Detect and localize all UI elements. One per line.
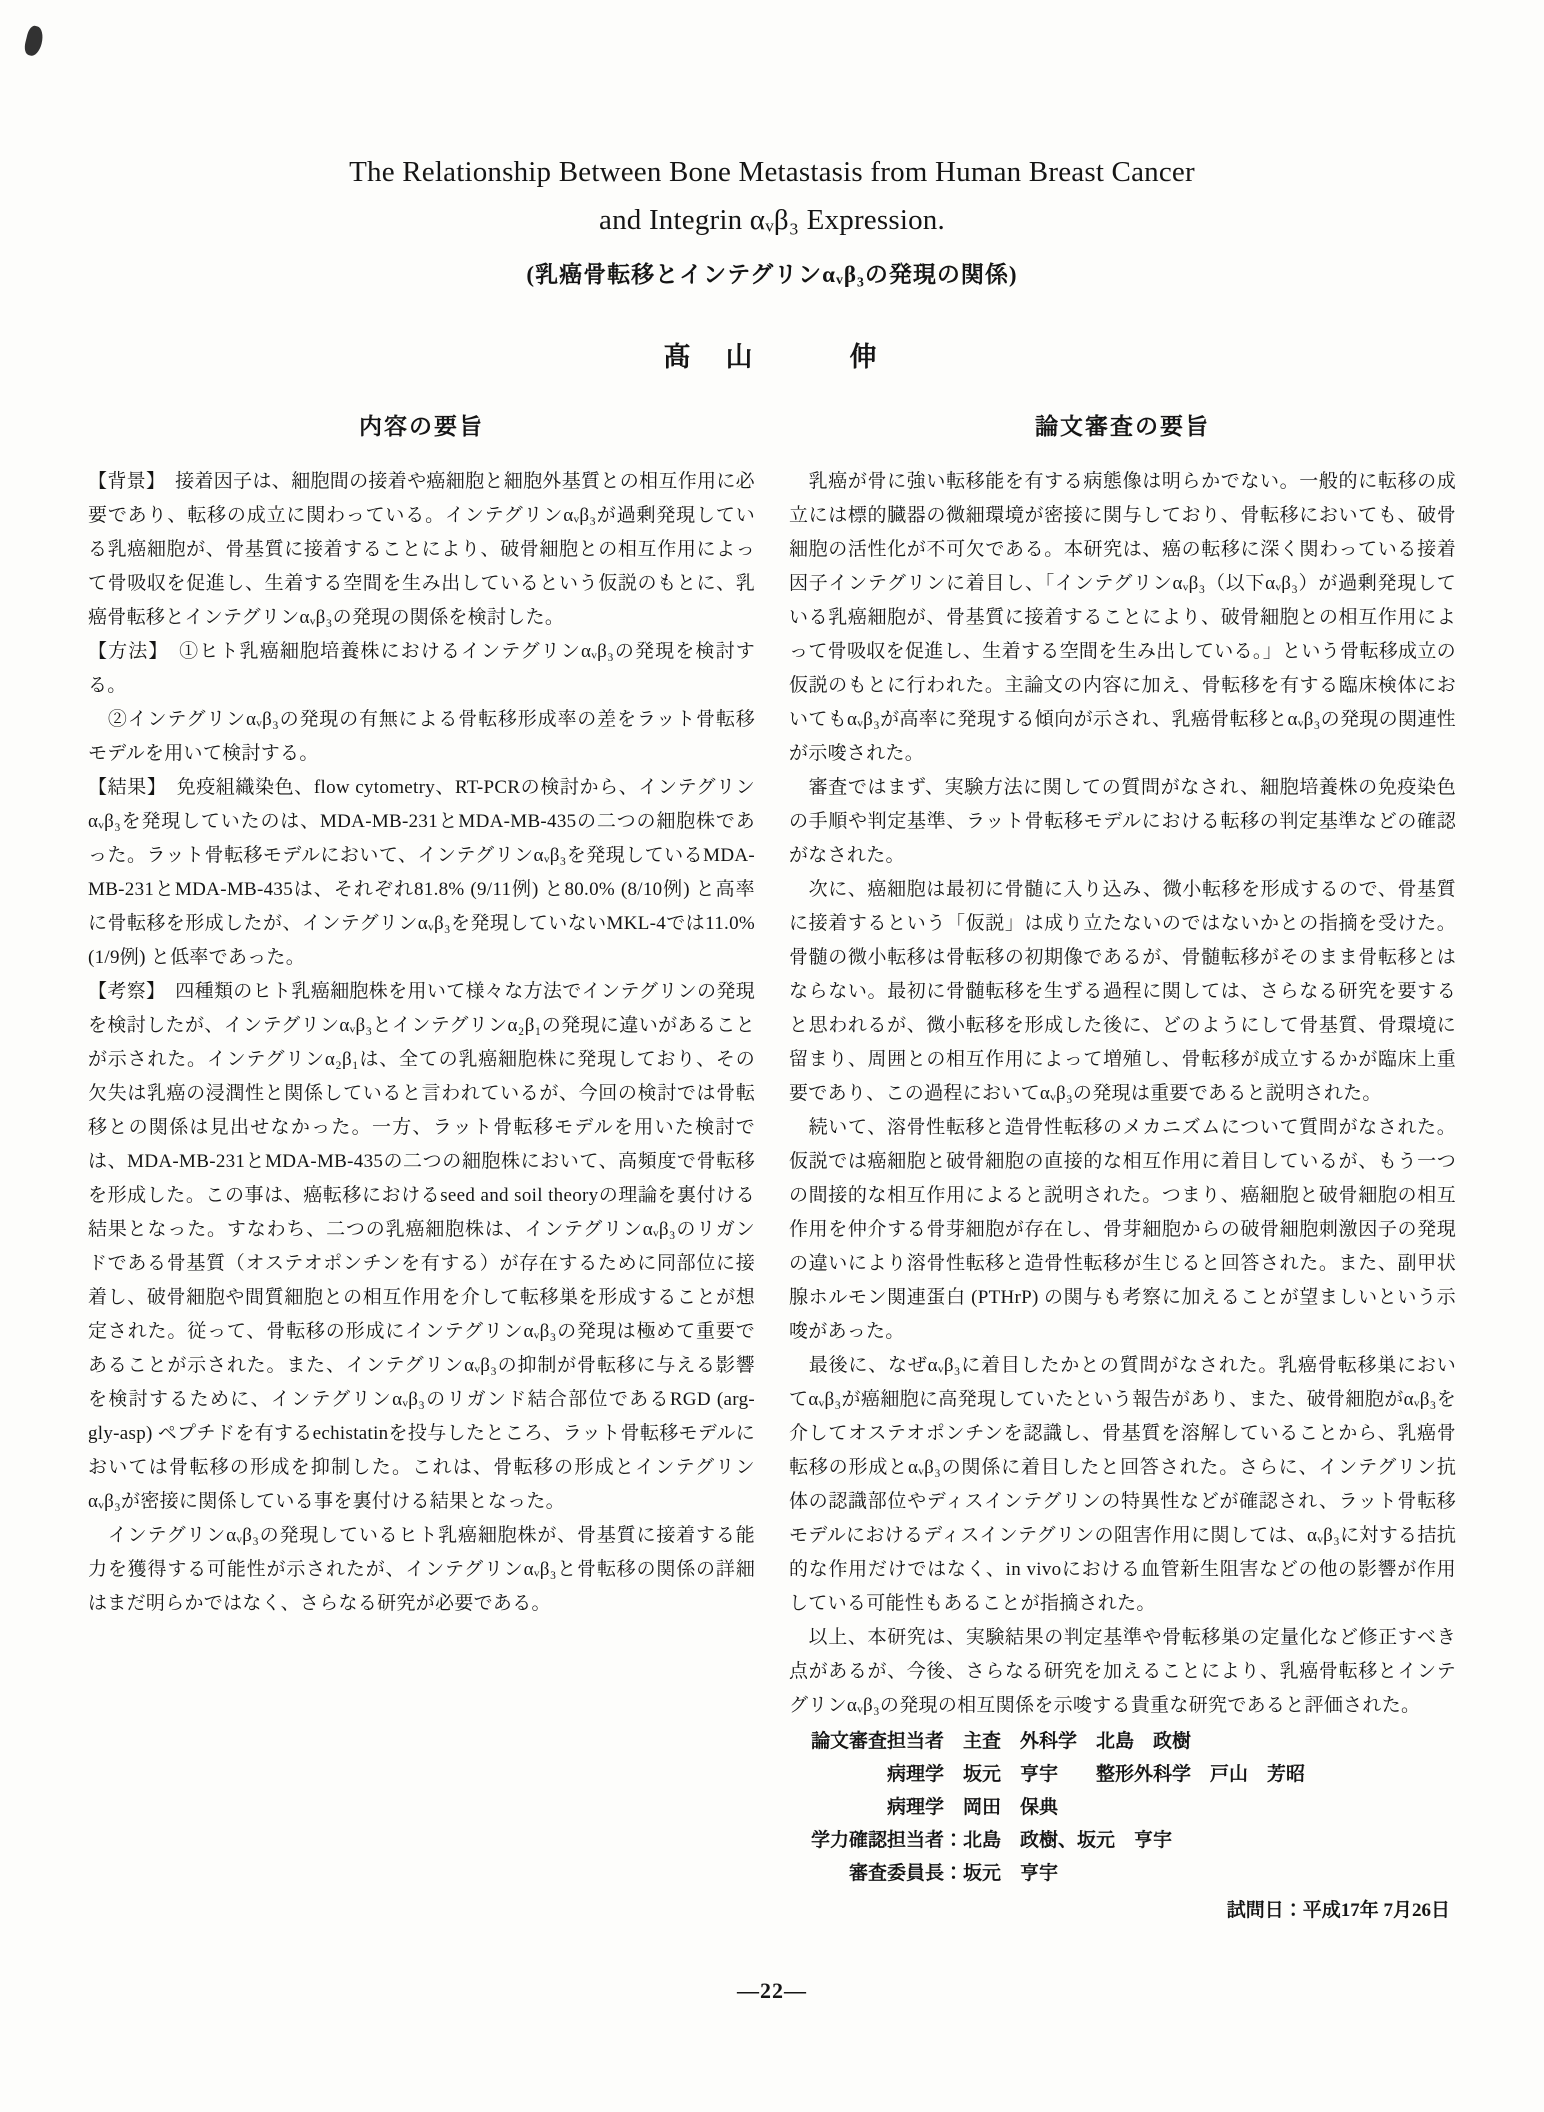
- review-paragraph: 乳癌が骨に強い転移能を有する病態像は明らかでない。一般的に転移の成立には標的臓器の微細環境が密接に関与しており、骨転移においても、破骨細胞の活性化が不可欠である。本研究は、癌の転移に深く関わっている接着因子インテグリンに着目し、「インテグリンαᵥβ₃（以下αᵥβ₃）が過剰発現している乳癌細胞が、骨基質に接着することにより、破骨細胞との相互作用によって骨吸収を促進し、生着する空間を生み出している。」という骨転移成立の仮説のもとに行われた。主論文の内容に加え、骨転移を有する臨床検体においてもαᵥβ₃が高率に発現する傾向が示され、乳癌骨転移とαᵥβ₃の発現の関連性が示唆された。: [789, 471, 1456, 764]
- committee-line: 学力確認担当者：北島 政樹、坂元 亨宇: [811, 1830, 1173, 1851]
- abstract-paragraph: 【結果】 免疫組織染色、flow cytometry、RT-PCRの検討から、インテグリンαᵥβ₃を発現していたのは、MDA-MB-231とMDA-MB-435の二つの細胞株であった。ラット骨転移モデルにおいて、インテグリンαᵥβ₃を発現しているMDA-MB-231とMDA-MB-435は、それぞれ81.8% (9/11例) と80.0% (8/10例) と高率に骨転移を形成したが、インテグリンαᵥβ₃を発現していないMKL-4では11.0% (1/9例) と低率であった。: [88, 777, 761, 968]
- committee-line: 病理学 坂元 亨宇 整形外科学 戸山 芳昭: [811, 1764, 1306, 1785]
- paper-title-line1: The Relationship Between Bone Metastasis from Human Breast Cancer: [349, 156, 1195, 188]
- review-paragraph: 次に、癌細胞は最初に骨髄に入り込み、微小転移を形成するので、骨基質に接着するという「仮説」は成り立たないのではないかとの指摘を受けた。骨髄の微小転移は骨転移の初期像であるが、骨髄転移がそのまま骨転移とはならない。最初に骨髄転移を生ずる過程に関しては、さらなる研究を要すると思われるが、微小転移を形成した後に、どのようにして骨基質、骨環境に留まり、周囲との相互作用によって増殖し、骨転移が成立するかが臨床上重要であり、この過程においてαᵥβ₃の発現は重要であると説明された。: [789, 879, 1456, 1104]
- committee-line: 病理学 岡田 保典: [811, 1797, 1059, 1818]
- content-summary-text: [88, 465, 761, 1621]
- review-summary-heading: 論文審査の要旨: [1035, 414, 1210, 439]
- abstract-paragraph: ②インテグリンαᵥβ₃の発現の有無による骨転移形成率の差をラット骨転移モデルを用いて検討する。: [88, 709, 755, 764]
- paper-title-line2: and Integrin αᵥβ₃ Expression.: [599, 204, 945, 236]
- two-column-body: [0, 408, 1544, 1927]
- content-summary-heading: 内容の要旨: [359, 414, 484, 439]
- abstract-paragraph: インテグリンαᵥβ₃の発現しているヒト乳癌細胞株が、骨基質に接着する能力を獲得する可能性が示されたが、インテグリンαᵥβ₃と骨転移の関係の詳細はまだ明らかではなく、さらなる研究が必要である。: [88, 1525, 755, 1614]
- review-summary-column: [789, 408, 1456, 1927]
- exam-date: 試問日：平成17年 7月26日: [1226, 1900, 1450, 1921]
- committee-line: 論文審査担当者 主査 外科学 北島 政樹: [811, 1731, 1192, 1752]
- page-number: —22—: [737, 1978, 807, 2003]
- paper-subtitle-japanese: (乳癌骨転移とインテグリンαᵥβ₃の発現の関係): [526, 262, 1018, 287]
- author-name: 髙 山 伸: [663, 342, 881, 372]
- abstract-paragraph: 【背景】 接着因子は、細胞間の接着や癌細胞と細胞外基質との相互作用に必要であり、転移の成立に関わっている。インテグリンαᵥβ₃が過剰発現している乳癌細胞が、骨基質に接着することにより、破骨細胞との相互作用によって骨吸収を促進し、生着する空間を生み出しているという仮説のもとに、乳癌骨転移とインテグリンαᵥβ₃の発現の関係を検討した。: [88, 471, 755, 628]
- review-committee-block: [789, 1725, 1456, 1890]
- committee-line: 審査委員長：坂元 亨宇: [811, 1863, 1059, 1884]
- abstract-paragraph: 【考察】 四種類のヒト乳癌細胞株を用いて様々な方法でインテグリンの発現を検討したが、インテグリンαᵥβ₃とインテグリンα₂β₁の発現に違いがあることが示された。インテグリンα₂β₁は、全ての乳癌細胞株に発現しており、その欠失は乳癌の浸潤性と関係していると言われているが、今回の検討では骨転移との関係は見出せなかった。一方、ラット骨転移モデルを用いた検討では、MDA-MB-231とMDA-MB-435の二つの細胞株において、高頻度で骨転移を形成した。この事は、癌転移におけるseed and soil theoryの理論を裏付ける結果となった。すなわち、二つの乳癌細胞株は、インテグリンαᵥβ₃のリガンドである骨基質（オステオポンチンを有する）が存在するために同部位に接着し、破骨細胞や間質細胞との相互作用を介して転移巣を形成することが想定された。従って、骨転移の形成にインテグリンαᵥβ₃の発現は極めて重要であることが示された。また、インテグリンαᵥβ₃の抑制が骨転移に与える影響を検討するために、インテグリンαᵥβ₃のリガンド結合部位であるRGD (arg-gly-asp) ペプチドを有するechistatinを投与したところ、ラット骨転移モデルにおいては骨転移の形成を抑制した。これは、骨転移の形成とインテグリンαᵥβ₃が密接に関係している事を裏付ける結果となった。: [88, 981, 755, 1512]
- review-paragraph: 審査ではまず、実験方法に関しての質問がなされ、細胞培養株の免疫染色の手順や判定基準、ラット骨転移モデルにおける転移の判定基準などの確認がなされた。: [789, 777, 1456, 866]
- review-paragraph: 続いて、溶骨性転移と造骨性転移のメカニズムについて質問がなされた。仮説では癌細胞と破骨細胞の直接的な相互作用に着目しているが、もう一つの間接的な相互作用によると説明された。つまり、癌細胞と破骨細胞の相互作用を仲介する骨芽細胞が存在し、骨芽細胞からの破骨細胞刺激因子の発現の違いにより溶骨性転移と造骨性転移が生じると回答された。また、副甲状腺ホルモン関連蛋白 (PTHrP) の関与も考察に加えることが望ましいという示唆があった。: [789, 1117, 1456, 1342]
- review-paragraph: 以上、本研究は、実験結果の判定基準や骨転移巣の定量化など修正すべき点があるが、今後、さらなる研究を加えることにより、乳癌骨転移とインテグリンαᵥβ₃の発現の相互関係を示唆する貴重な研究であると評価された。: [789, 1627, 1456, 1716]
- content-summary-column: [88, 408, 761, 1927]
- review-summary-text: [789, 465, 1456, 1723]
- title-block: [0, 0, 1544, 289]
- abstract-paragraph: 【方法】 ①ヒト乳癌細胞培養株におけるインテグリンαᵥβ₃の発現を検討する。: [88, 641, 755, 696]
- review-paragraph: 最後に、なぜαᵥβ₃に着目したかとの質問がなされた。乳癌骨転移巣においてαᵥβ₃が癌細胞に高発現していたという報告があり、また、破骨細胞がαᵥβ₃を介してオステオポンチンを認識し、骨基質を溶解していることから、乳癌骨転移の形成とαᵥβ₃の関係に着目したと回答された。さらに、インテグリン抗体の認識部位やディスインテグリンの特異性などが確認され、ラット骨転移モデルにおけるディスインテグリンの阻害作用に関しては、αᵥβ₃に対する拮抗的な作用だけではなく、in vivoにおける血管新生阻害などの他の影響が作用している可能性もあることが指摘された。: [789, 1355, 1456, 1614]
